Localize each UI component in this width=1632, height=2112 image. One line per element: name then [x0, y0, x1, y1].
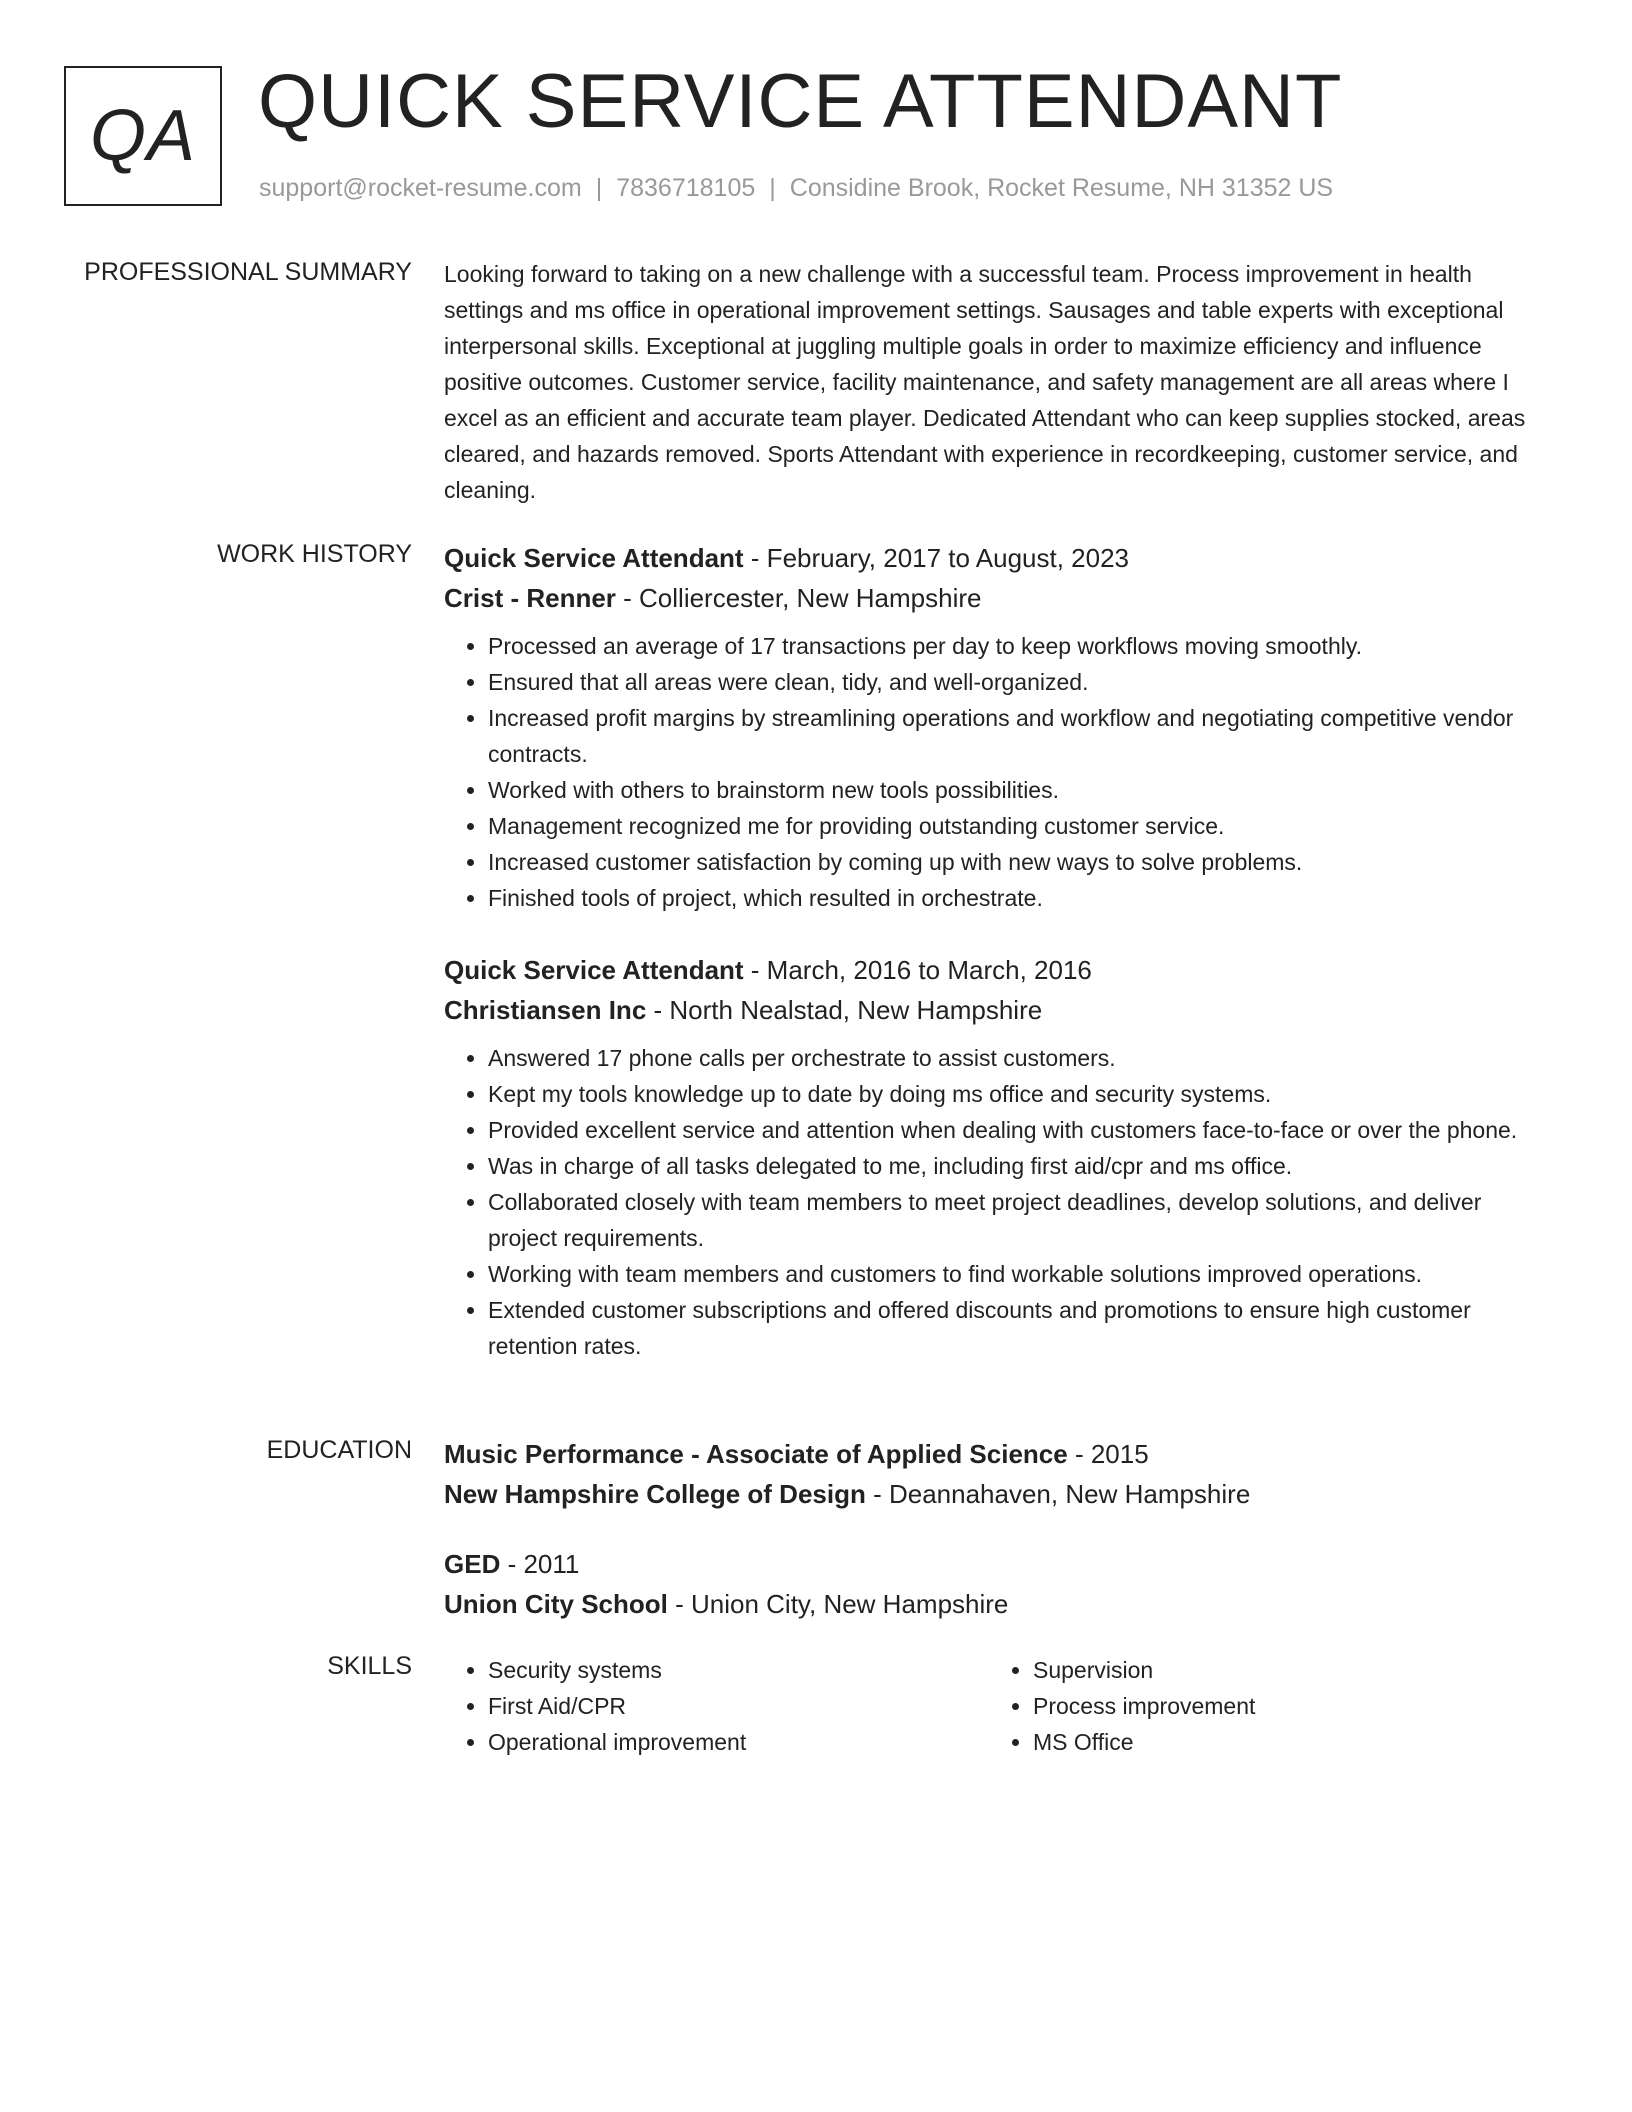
education-year: - 2015 [1067, 1439, 1149, 1469]
education-school-line [444, 1584, 1556, 1624]
job-location: - North Nealstad, New Hampshire [646, 995, 1043, 1025]
job-company: Crist - Renner [444, 583, 616, 613]
job-title: Quick Service Attendant [444, 543, 744, 573]
resume-name-title: QUICK SERVICE ATTENDANT [258, 59, 1343, 144]
education-degree: Music Performance - Associate of Applied Science [444, 1439, 1068, 1469]
skill-item: • MS Office [1033, 1724, 1534, 1760]
skill-item: • Operational improvement [488, 1724, 989, 1760]
job-bullet: • Collaborated closely with team members to meet project deadlines, develop solutions, and deliver project requirements. [488, 1184, 1556, 1256]
summary-text: Looking forward to taking on a new challenge with a successful team. Process improvement in health settings and ms office in operational improvement settings. Sausages and table experts with exceptional interpersonal skills. Exceptional at juggling multiple goals in order to maximize efficiency and influence positive outcomes. Customer service, facility maintenance, and safety management are all areas where I excel as an efficient and accurate team player. Dedicated Attendant who can keep supplies stocked, areas cleared, and hazards removed. Sports Attendant with experience in recordkeeping, customer service, and cleaning. [444, 261, 1526, 503]
education-body [444, 1434, 1556, 1654]
section-label-skills: SKILLS [327, 1652, 412, 1680]
skills-grid [444, 1652, 1556, 1760]
summary-body [444, 256, 1556, 508]
skills-list-left [444, 1652, 989, 1760]
job-bullet: • Worked with others to brainstorm new tools possibilities. [488, 772, 1556, 808]
education-degree: GED [444, 1549, 501, 1579]
section-label-summary: PROFESSIONAL SUMMARY [84, 258, 412, 286]
job-location: - Colliercester, New Hampshire [615, 583, 982, 613]
education-location: - Deannahaven, New Hampshire [865, 1479, 1251, 1509]
contact-email: support@rocket-resume.com [259, 174, 582, 202]
job-bullet: • Finished tools of project, which resulted in orchestrate. [488, 880, 1556, 916]
section-label-work-history: WORK HISTORY [217, 540, 412, 568]
job-company-line [444, 990, 1556, 1030]
skill-item: • Process improvement [1033, 1688, 1534, 1724]
job-bullet: • Management recognized me for providing outstanding customer service. [488, 808, 1556, 844]
job-company-line [444, 578, 1556, 618]
education-degree-line [444, 1434, 1556, 1474]
education-degree-line [444, 1544, 1556, 1584]
job-bullet: • Kept my tools knowledge up to date by doing ms office and security systems. [488, 1076, 1556, 1112]
work-history-body [444, 538, 1556, 1398]
job-bullet: • Processed an average of 17 transactions per day to keep workflows moving smoothly. [488, 628, 1556, 664]
education-entry [444, 1434, 1556, 1514]
job-bullet: • Increased profit margins by streamlining operations and workflow and negotiating competitive vendor contracts. [488, 700, 1556, 772]
education-school: New Hampshire College of Design [444, 1479, 866, 1509]
contact-address: Considine Brook, Rocket Resume, NH 31352 US [789, 174, 1334, 202]
job-dates: - March, 2016 to March, 2016 [743, 955, 1092, 985]
job-company: Christiansen Inc [444, 995, 647, 1025]
contact-line [259, 174, 1333, 203]
job-entry [444, 950, 1556, 1364]
job-bullet: • Answered 17 phone calls per orchestrate to assist customers. [488, 1040, 1556, 1076]
job-bullet: • Was in charge of all tasks delegated to me, including first aid/cpr and ms office. [488, 1148, 1556, 1184]
job-bullet: • Working with team members and customers to find workable solutions improved operations. [488, 1256, 1556, 1292]
education-location: - Union City, New Hampshire [667, 1589, 1009, 1619]
job-bullet: • Provided excellent service and attention when dealing with customers face-to-face or over the phone. [488, 1112, 1556, 1148]
job-entry [444, 538, 1556, 916]
job-bullet: • Ensured that all areas were clean, tidy, and well-organized. [488, 664, 1556, 700]
job-title-line [444, 538, 1556, 578]
education-school-line [444, 1474, 1556, 1514]
contact-separator: | [595, 174, 603, 202]
section-label-education: EDUCATION [266, 1436, 412, 1464]
skill-item: • Supervision [1033, 1652, 1534, 1688]
education-year: - 2011 [500, 1549, 580, 1579]
job-bullet: • Increased customer satisfaction by coming up with new ways to solve problems. [488, 844, 1556, 880]
education-school: Union City School [444, 1589, 668, 1619]
contact-phone: 7836718105 [616, 174, 756, 202]
job-dates: - February, 2017 to August, 2023 [743, 543, 1130, 573]
initials-monogram: QA [64, 66, 222, 206]
contact-separator: | [769, 174, 776, 202]
skills-body [444, 1652, 1556, 1760]
skill-item: • Security systems [488, 1652, 989, 1688]
job-bullet: • Extended customer subscriptions and offered discounts and promotions to ensure high customer retention rates. [488, 1292, 1556, 1364]
skill-item: • First Aid/CPR [488, 1688, 989, 1724]
job-title: Quick Service Attendant [444, 955, 744, 985]
education-entry [444, 1544, 1556, 1624]
job-title-line [444, 950, 1556, 990]
skills-list-right [989, 1652, 1534, 1760]
job-bullets [444, 628, 1556, 916]
job-bullets [444, 1040, 1556, 1364]
